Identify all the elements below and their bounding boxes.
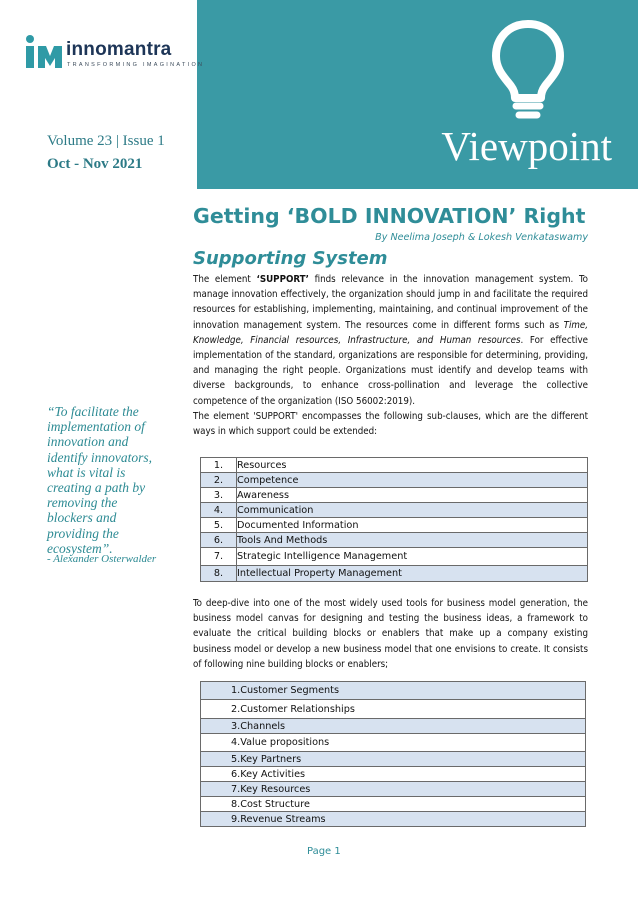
table-row — [201, 488, 588, 503]
table-row — [201, 797, 586, 812]
row-label: Resources — [237, 458, 588, 473]
table-row — [201, 734, 586, 752]
article-main — [193, 203, 588, 439]
subclause-intro: The element 'SUPPORT' encompasses the following sub-clauses, which are the different ways in which support could be extended: — [193, 410, 588, 438]
row-number: 4. — [201, 503, 237, 518]
subclause-table — [200, 457, 588, 582]
row-label: Awareness — [237, 488, 588, 503]
row-number: 6. — [201, 533, 237, 548]
brand-logo — [24, 34, 205, 74]
row-number: 8. — [201, 566, 237, 582]
brand-tagline: TRANSFORMING IMAGINATION — [67, 62, 205, 68]
header-title: Viewpoint — [441, 123, 612, 169]
block-label: 1.Customer Segments — [201, 682, 586, 700]
row-label: Tools And Methods — [237, 533, 588, 548]
sidebar-quote: “To facilitate the implementation of innovation and identify innovators, what is vital is creating a path by removing the blockers and providing the ecosystem”. — [47, 404, 152, 556]
quote-author: - Alexander Osterwalder — [47, 553, 157, 565]
para-text: . For effective implementation of the standard, organizations are responsible for determining, providing, and managing the right people. Organizations must identify and develop teams with diverse backgrounds, to enhance cross-pollination and leverage the collective competence of the organization (ISO 56002:2019). — [193, 334, 588, 407]
table-row — [201, 719, 586, 734]
header-band — [197, 0, 638, 189]
table-row — [201, 473, 588, 488]
row-number: 3. — [201, 488, 237, 503]
issue-volume: Volume 23 | Issue 1 — [47, 133, 165, 149]
table-row — [201, 767, 586, 782]
para-text: The element — [193, 274, 257, 285]
canvas-paragraph: To deep-dive into one of the most widely used tools for business model generation, the business model canvas for designing and testing the business ideas, a framework to evaluate the critical building blocks or enablers that make up a company existing business model or develop a new business model that one envisions to create. It consists of following nine building blocks or enablers; — [193, 598, 588, 670]
block-label: 2.Customer Relationships — [201, 700, 586, 719]
building-blocks-table — [200, 681, 586, 827]
article-byline: By Neelima Joseph & Lokesh Venkataswamy — [375, 232, 588, 243]
section-heading: Supporting System — [193, 248, 388, 269]
para-emphasis: ‘SUPPORT’ — [256, 274, 309, 285]
table-row — [201, 682, 586, 700]
logo-mark-icon — [24, 34, 64, 72]
table-row — [201, 752, 586, 767]
lightbulb-icon — [486, 18, 570, 124]
row-label: Strategic Intelligence Management — [237, 548, 588, 566]
article-title: Getting ‘BOLD INNOVATION’ Right — [193, 204, 586, 228]
table-row — [201, 566, 588, 582]
block-label: 6.Key Activities — [201, 767, 586, 782]
row-number: 1. — [201, 458, 237, 473]
support-paragraph — [193, 272, 588, 409]
table-row — [201, 458, 588, 473]
issue-date: Oct - Nov 2021 — [47, 156, 143, 172]
table-row — [201, 518, 588, 533]
table-row — [201, 548, 588, 566]
block-label: 5.Key Partners — [201, 752, 586, 767]
para-italic: Time, Knowledge, Financial resources, Infrastructure, and Human resources — [193, 319, 588, 346]
row-label: Intellectual Property Management — [237, 566, 588, 582]
row-label: Communication — [237, 503, 588, 518]
table-row — [201, 700, 586, 719]
page-number: Page 1 — [307, 846, 341, 857]
block-label: 4.Value propositions — [201, 734, 586, 752]
table-row — [201, 533, 588, 548]
table-row — [201, 812, 586, 827]
table-row — [201, 503, 588, 518]
row-number: 5. — [201, 518, 237, 533]
row-label: Documented Information — [237, 518, 588, 533]
table-row — [201, 782, 586, 797]
block-label: 3.Channels — [201, 719, 586, 734]
block-label: 7.Key Resources — [201, 782, 586, 797]
brand-name: innomantra — [66, 39, 172, 60]
row-label: Competence — [237, 473, 588, 488]
row-number: 7. — [201, 548, 237, 566]
block-label: 9.Revenue Streams — [201, 812, 586, 827]
block-label: 8.Cost Structure — [201, 797, 586, 812]
row-number: 2. — [201, 473, 237, 488]
para-text: finds relevance in the innovation management system. To manage innovation effectively, the organization should jump in and facilitate the required resources for establishing, implementing, maintaining, and continual improvement of the innovation management system. The resources come in different forms such as — [193, 274, 588, 331]
